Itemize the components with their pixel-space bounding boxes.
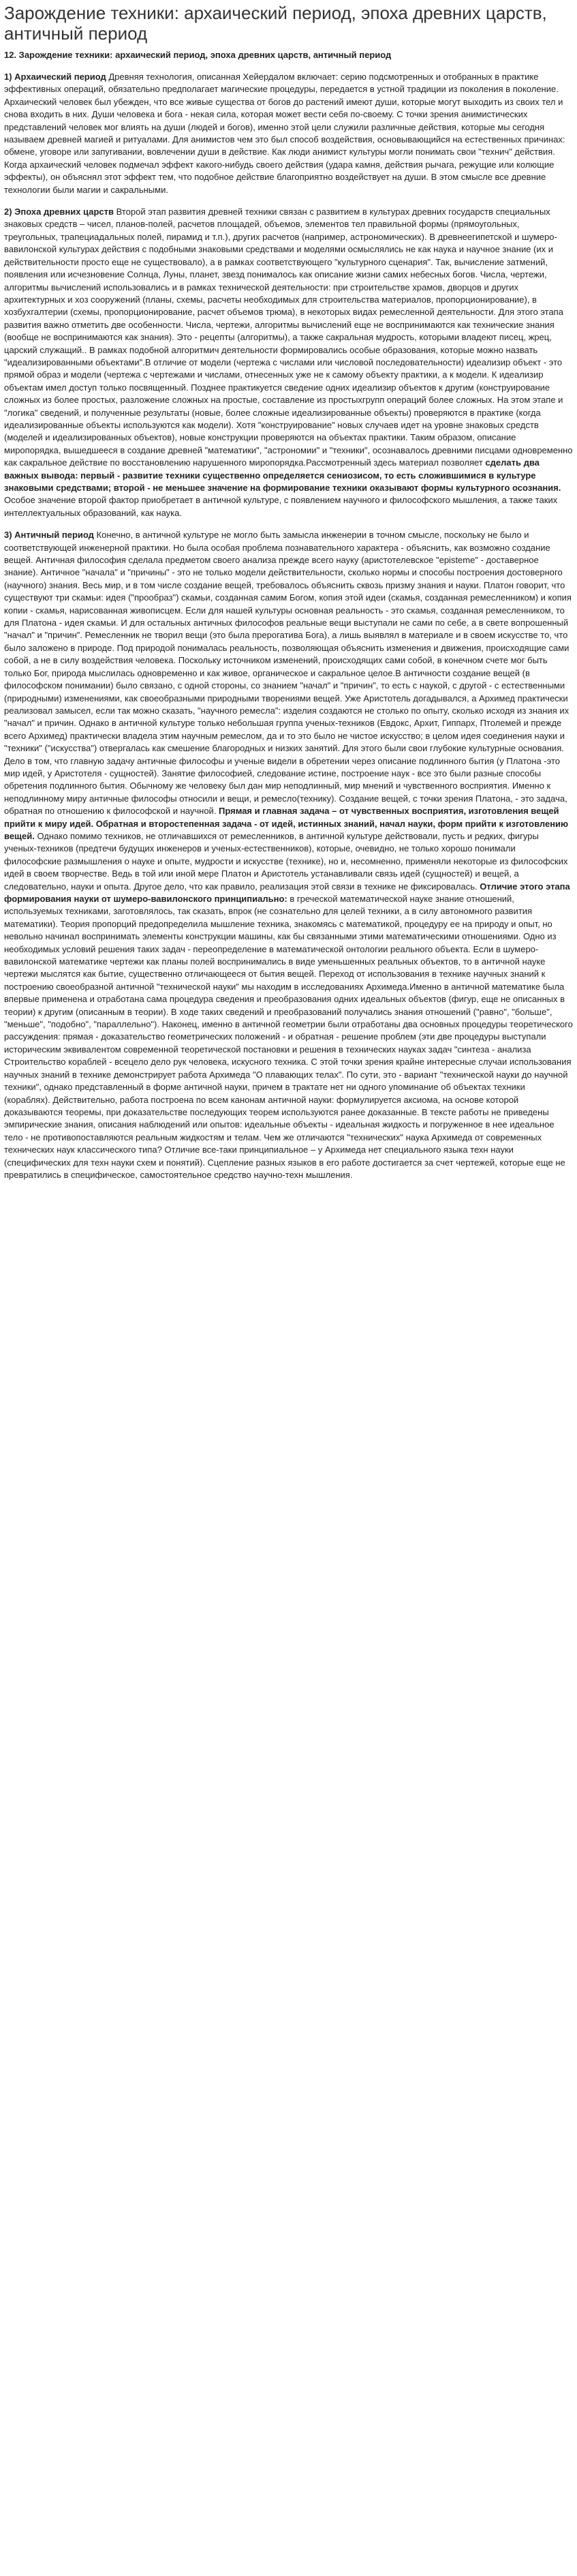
article-body	[4, 71, 573, 1181]
bold-text: Прямая и главная задача – от чувственных восприятия, изготовления вещей прийти к миру идей. Обратная и второстепенная задача - от идей, истинных знаний, начал науки, форм прийти к изготовлению вещей.	[4, 806, 569, 841]
bold-text: Отличие этого этапа формирования науки от шумеро-вавилонского принципиально:	[4, 881, 570, 904]
body-text: в греческой математической науке знание отношений, используемых техниками, заготовлялось, так сказать, впрок (не сознательно для целей техники, а в силу автономного развития математики). Теория пропорций предопределила мышление техника, знакомясь с математикой, процедуру ее на природу и опыт, но невольно начинал воспринимать элементы конструкции машины, как бы связанными этими математическими отношениями. Одно из необходимых условий решения таких задач - переопределение в математической онтологии реального объекта. Если в шумеро-вавилонской математике чертежи как планы полей воспринимались в виде уменьшенных реальных объектов, то в античной науке чертежи мыслятся как бытие, существенно отличающееся от бытия вещей. Переход от использования в технике научных знаний к построению своеобразной античной "технической науки" мы находим в исследованиях Архимеда.Именно в античной математике была впервые применена и отработана сама процедура сведения и преобразования одних идеальных объектов (фигур, еще не описанных в теории) к другим (описанным в теории). В ходе таких сведений и преобразований получались знания отношений ("равно", "больше", "меньше", "подобно", "параллельно"). Наконец, именно в античной геометрии были отработаны два основных процедуры теоретического рассуждения: прямая - доказательство геометрических положений - и обратная - решение проблем (эти две процедуры выступали историческим эквивалентом современной теоретической постановки и решения в технических науках задач "синтеза - анализа Строительство кораблей - всецело дело рук человека, искусного техника. С этой точки зрения крайне интересные случаи использования научных знаний в технике демонстрирует работа Архимеда "О плавающих телах". По сути, это - вариант "технической науки до научной техники", однако представленный в форме античной науки, причем в трактате нет ни одного упоминание об объектах техники (кораблях). Действительно, работа построена по всем канонам античной науки: формулируется аксиома, на основе которой доказываются теоремы, при доказательстве последующих теорем используются ранее доказанные. В тексте работы не приведены эмпирические знания, описания наблюдений или опытов: идеальные объекты - идеальная жидкость и погруженное в нее идеальное тело - не противопоставляются реальным жидкостям и телам. Чем же отличаются "технических" наука Архимеда от современных технических наук классического типа? Отличие все-таки принципиальное – у Архимеда нет специального языка техн науки (специфических для техн науки схем и понятий). Сцепление разных языков в его работе достигается за счет чертежей, которые еще не превратились в специфическое, самостоятельное средство научно-техн мышления.	[4, 894, 573, 1180]
bold-text: 2) Эпоха древних царств	[4, 207, 114, 217]
body-text: Второй этап развития древней техники связан с развитием в культурах древних государств специальных знаковых средств – чисел, планов-полей, расчетов площадей, объемов, элементов тел правильной формы (прямоугольных, треугольных, трапециадальных полей, пирамид и т.п.), других расчетов (например, астрономических). В древнеегипетской и шумеро-вавилонской культурах действия с подобными знаковыми средствами и моделями осмыслялись не как наука и научное знание (их и действительности просто еще не существовало), а в рамках соответствующего "культурного сценария". Так, вычисление затмений, появления или исчезновение Солнца, Луны, планет, звезд понималось как описание жизни самих небесных богов. Числа, чертежи, алгоритмы вычислений использовались и в рамках технической деятельности: при строительстве храмов, дворцов и других архитектурных и хоз сооружений (планы, схемы, расчеты необходимых для строительства материалов, пропорционирование), в хозбухгалтерии (схемы, пропорционирование, расчет объемов трюма), в некоторых видах ремесленной деятельности. Для этого этапа развития важно отметить две особенности. Числа, чертежи, алгоритмы вычислений еще не воспринимаются как технические знания (вообще не воспринимаются как знания). Это - рецепты (алгоритмы), а также сакральная мудрость, которыми владеют писец, жрец, царский служащий.. В рамках подобной алгоритмич деятельности формировались особые образования, которые можно назвать "идеализированными объектами".В отличие от модели (чертежа с числами или числовой последовательности) идеализир объект - это прямой образ и модели (чертежа с чертежами и числами, отнесенных уже не к самому объекту практики, а к модели. К идеализир объектам имел доступ только посвященный. Позднее практикуется сведение одних идеализир объектов к другим (конструирование сложных из более простых, разложение сложных на простые, составление из простыхгрупп операций более сложных. На этом этапе и "логика" сведений, и полученные результаты (новые, более сложные идеализированные объекты) проверяются в практике (когда идеализированные объекты используются как модели). Хотя "конструирование" новых случаев идет на уровне знаковых средств (моделей и идеализированных объектов), новые конструкции проверяются на объектах практики. Таким образом, описание миропорядка, вышедшееся в создание древней "математики", "астрономии" и "техники", осознавалось древними писцами одновременно как сакральное действие по восстановлению нарушенного миропорядка.Рассмотренный здесь материал позволяет	[4, 207, 573, 468]
bold-text: 3) Античный период	[4, 530, 94, 541]
section-paragraph	[4, 71, 573, 196]
bold-text: 1) Архаический период	[4, 72, 106, 82]
article	[0, 0, 577, 1204]
body-text: Особое значение второй фактор приобретает в античной культуре, с появлением научного и философского мышления, а также таких интеллектуальных образований, как наука.	[4, 495, 558, 518]
body-text: Древняя технология, описанная Хейердалом включает: серию подсмотренных и отобранных в практике эффективных операций, обязательно предполагает магические процедуры, передается в устной традиции из поколения в поколение. Архаический человек был убежден, что все живые существа от богов до растений имеют души, которые могут выходить из своих тел и снова входить в них. Души человека и бога - некая сила, которая может вести себя по-своему. С точки зрения анимистических представлений человек мог влиять на души (людей и богов), именно этой цели служили различные действия, которые мы сегодня называем древней магией и ритуалами. Для анимистов чем это был способ воздействия, основывающийся на естественных причинах: обмене, уговоре или запугивании, вовлечении души в действие. Как люди анимист культуры могли понимать свои "технич" действия. Когда архаический человек подмечал эффект какого-нибудь своего действия (удара камня, действия рычага, режущие или колющие эффекты), он объяснял этот эффект тем, что подобное действие благоприятно воздействует на души. В этом смысле все древние технологии были магии и сакральными.	[4, 72, 565, 195]
body-text: Однако помимо техников, не отличавшихся от ремесленников, в античной культуре действовали, пусть и редких, фигуры ученых-техников (предтечи будущих инженеров и ученых-естественников), которые, очевидно, не только хорошо понимали философские размышления о науке и опыте, мудрости и искусстве (технике), но и, несомненно, применяли некоторые из философских идей в своем творчестве. Ведь в той или иной мере Платон и Аристотель устанавливали связь идей (сущностей) и вещей, а следовательно, науки и опыта. Другое дело, что как правило, реализация этой связи в технике не фиксировалась.	[4, 830, 568, 892]
page-title: Зарождение техники: архаический период, эпоха древних царств, античный период	[4, 3, 547, 44]
article-subtitle: 12. Зарождение техники: архаический период, эпоха древних царств, античный период	[4, 50, 392, 60]
section-paragraph	[4, 206, 573, 519]
bold-text: сделать два важных вывода: первый - развитие техники существенно определяется сениозисом, то есть сложившимися в культуре знаковыми средствами; второй - не меньшее значение на формирование техники оказывают формы культурного осознания.	[4, 457, 561, 493]
body-text: Конечно, в античной культуре не могло быть замысла инженерии в точном смысле, поскольку не было и соответствующей инженерной практики. Но была особая проблема познавательного характера - объяснить, как возможно создание вещей. Античная философия сделала предметом своего анализа прежде всего науку (аристотелевское "episteme" - доставерное знание). Античное "начала" и "причины" - это не только модели действительности, сколько нормы и способы построения достоверного (научного) знания. Весь мир, и в том числе создание вещей, требовалось объяснить сквозь призму знания и науки. Платон говорит, что существуют три скамьи: идея ("прообраз") скамьи, созданная самим Богом, копия этой идеи (скамья, созданная ремесленником) и копия копии - скамья, нарисованная живописцем. Если для нашей культуры основная реальность - это скамья, созданная ремесленником, то для Платона - идея скамьи. И для остальных античных философов реальные вещи выступали не сами по себе, а в свете вопрошенный "начал" и "причин". Ремесленник не творил вещи (это была прерогатива Бога), а лишь выявлял в материале и в своем искусстве то, что было заложено в природе. Под природой понималась реальность, позволяющая объяснить изменения и движения, происходящие сами собой, а не в силу воздействия человека. Поскольку источником изменений, происходящих сами собой, в конечном счете мог быть только Бог, природа мыслилась одновременно и как живое, органическое и сакральное целое.В античности создание вещей (в философском понимании) было связано, с одной стороны, со знанием "начал" и "причин", то есть с наукой, с другой - с естественными (природными) изменениями, как своеобразными природными творениями вещей. Уже Аристотель догадывался, а Архимед практически реализовал замысел, если так можно сказать, "научного ремесла": изделия создаются не столько по опыту, сколько исходя из знания их "начал" и причин. Однако в античной культуре только небольшая группа ученых-техников (Евдокс, Архит, Гиппарх, Птолемей и прежде всего Архимед) практически владела этим научным ремеслом, да и то это было не чистое искусство; в целом идея соединения науки и "техники" ("искусства") отвергалась как смешение благородных и низких занятий. Для этого были свои глубокие культурные основания. Дело в том, что главную задачу античные философы и ученые видели в обретении через описание подлинного бытия (у Платона -это мир идей, у Аристотеля - сущностей). Занятие философией, следование истине, построение наук - все это были разные способы обретения подлинного бытия. Обычному же человеку был дан мир неподлинный, мир мнений и чувственного восприятия. Именно к неподлинному миру античные философы относили и вещи, и ремесло(технику). Создание вещей, с точки зрения Платона, - это задача, обратная по отношению к философской и научной.	[4, 530, 572, 817]
section-paragraph	[4, 529, 573, 1181]
